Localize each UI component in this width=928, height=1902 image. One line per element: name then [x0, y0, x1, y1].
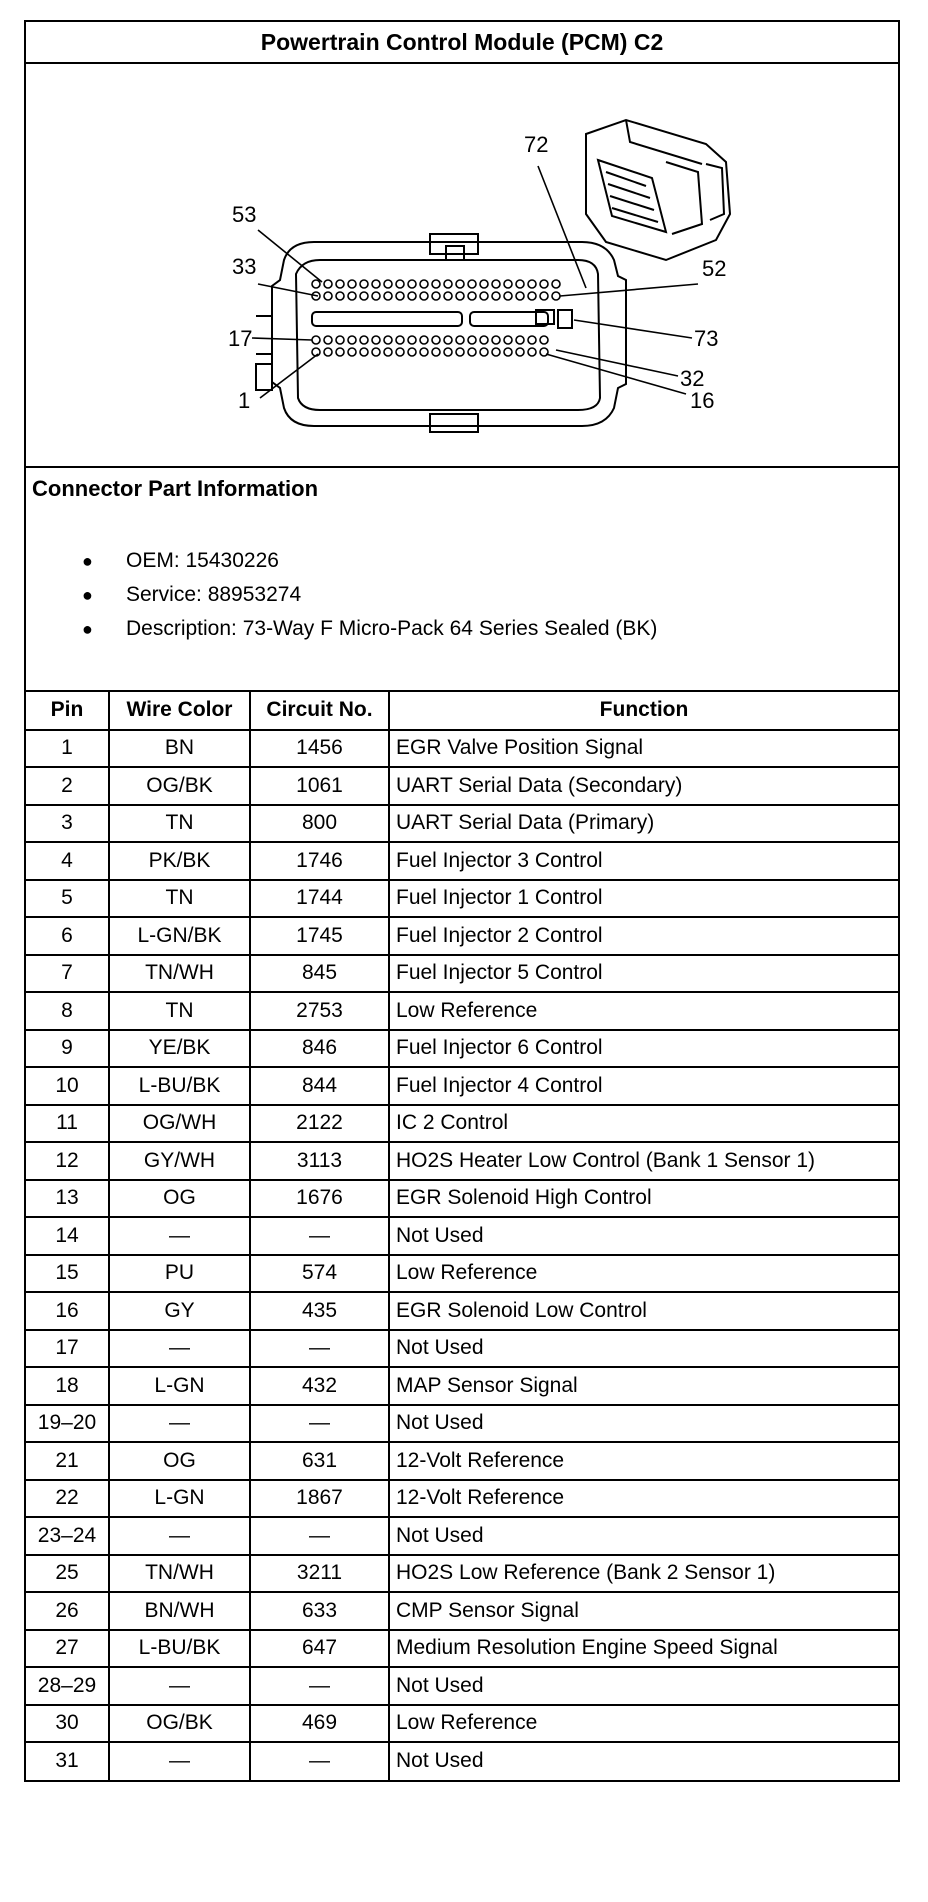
cell-wire-color: GY	[109, 1292, 250, 1330]
cell-function: HO2S Low Reference (Bank 2 Sensor 1)	[389, 1555, 898, 1593]
cell-circuit-no: 2122	[250, 1105, 389, 1143]
cell-wire-color: TN/WH	[109, 1555, 250, 1593]
cell-function: Not Used	[389, 1517, 898, 1555]
cell-function: UART Serial Data (Primary)	[389, 805, 898, 843]
cell-function: Fuel Injector 2 Control	[389, 917, 898, 955]
cell-circuit-no: 845	[250, 955, 389, 993]
cell-circuit-no: —	[250, 1667, 389, 1705]
header-function: Function	[389, 692, 898, 730]
cell-wire-color: —	[109, 1217, 250, 1255]
cell-circuit-no: 1456	[250, 730, 389, 768]
table-row	[26, 1330, 898, 1368]
cell-function: Fuel Injector 6 Control	[389, 1030, 898, 1068]
cell-circuit-no: —	[250, 1217, 389, 1255]
callout-1: 1	[238, 388, 251, 413]
cell-pin: 11	[26, 1105, 109, 1143]
part-info-oem	[26, 544, 657, 578]
table-row	[26, 1405, 898, 1443]
cell-pin: 31	[26, 1742, 109, 1780]
cell-wire-color: L-GN	[109, 1367, 250, 1405]
table-row	[26, 842, 898, 880]
cell-circuit-no: 1061	[250, 767, 389, 805]
cell-wire-color: OG/BK	[109, 767, 250, 805]
cell-pin: 19–20	[26, 1405, 109, 1443]
cell-function: Low Reference	[389, 1255, 898, 1293]
cell-function: Fuel Injector 5 Control	[389, 955, 898, 993]
callout-73: 73	[694, 326, 719, 351]
cell-pin: 5	[26, 880, 109, 918]
callout-53: 53	[232, 202, 257, 227]
cell-pin: 8	[26, 992, 109, 1030]
cell-pin: 21	[26, 1442, 109, 1480]
cell-pin: 23–24	[26, 1517, 109, 1555]
header-circuit-no: Circuit No.	[250, 692, 389, 730]
pin-table-body	[26, 730, 898, 1780]
table-row	[26, 992, 898, 1030]
part-info-heading: Connector Part Information	[32, 476, 319, 501]
connector-part-information	[26, 468, 898, 692]
cell-pin: 14	[26, 1217, 109, 1255]
cell-circuit-no: 432	[250, 1367, 389, 1405]
cell-pin: 30	[26, 1705, 109, 1743]
cell-circuit-no: 846	[250, 1030, 389, 1068]
table-row	[26, 1705, 898, 1743]
cell-pin: 25	[26, 1555, 109, 1593]
cell-pin: 17	[26, 1330, 109, 1368]
cell-circuit-no: 800	[250, 805, 389, 843]
cell-circuit-no: 469	[250, 1705, 389, 1743]
cell-function: CMP Sensor Signal	[389, 1592, 898, 1630]
cell-function: Low Reference	[389, 992, 898, 1030]
cell-wire-color: OG/WH	[109, 1105, 250, 1143]
part-info-description	[26, 612, 657, 646]
table-header-row	[26, 692, 898, 730]
cell-circuit-no: 1867	[250, 1480, 389, 1518]
table-row	[26, 1367, 898, 1405]
cell-function: HO2S Heater Low Control (Bank 1 Sensor 1)	[389, 1142, 898, 1180]
table-row	[26, 1180, 898, 1218]
pin-row-top	[312, 280, 560, 300]
cell-circuit-no: 631	[250, 1442, 389, 1480]
table-row	[26, 1480, 898, 1518]
cell-function: Not Used	[389, 1405, 898, 1443]
cell-function: UART Serial Data (Secondary)	[389, 767, 898, 805]
table-row	[26, 805, 898, 843]
cell-wire-color: PK/BK	[109, 842, 250, 880]
cell-function: EGR Valve Position Signal	[389, 730, 898, 768]
cell-wire-color: BN/WH	[109, 1592, 250, 1630]
table-row	[26, 1517, 898, 1555]
cell-pin: 1	[26, 730, 109, 768]
center-blades	[312, 310, 572, 328]
bullet-icon: ●	[82, 551, 93, 571]
part-info-text: Service: 88953274	[126, 583, 302, 606]
bullet-icon: ●	[82, 585, 93, 605]
cell-function: EGR Solenoid Low Control	[389, 1292, 898, 1330]
part-info-text: OEM: 15430226	[126, 549, 279, 572]
cell-function: Fuel Injector 4 Control	[389, 1067, 898, 1105]
part-info-service	[26, 578, 657, 612]
cell-wire-color: —	[109, 1742, 250, 1780]
table-row	[26, 1255, 898, 1293]
cell-pin: 9	[26, 1030, 109, 1068]
cell-circuit-no: 2753	[250, 992, 389, 1030]
cell-pin: 18	[26, 1367, 109, 1405]
cell-wire-color: —	[109, 1517, 250, 1555]
cell-pin: 6	[26, 917, 109, 955]
table-row	[26, 1067, 898, 1105]
cell-pin: 10	[26, 1067, 109, 1105]
callout-72: 72	[524, 132, 549, 157]
cell-wire-color: —	[109, 1405, 250, 1443]
cell-wire-color: —	[109, 1330, 250, 1368]
cell-pin: 3	[26, 805, 109, 843]
cell-circuit-no: 3113	[250, 1142, 389, 1180]
cell-wire-color: PU	[109, 1255, 250, 1293]
table-row	[26, 1142, 898, 1180]
cell-wire-color: OG/BK	[109, 1705, 250, 1743]
cell-wire-color: OG	[109, 1180, 250, 1218]
cell-function: Medium Resolution Engine Speed Signal	[389, 1630, 898, 1668]
table-row	[26, 955, 898, 993]
callout-16: 16	[690, 388, 715, 413]
cell-circuit-no: —	[250, 1742, 389, 1780]
callout-52: 52	[702, 256, 727, 281]
cell-wire-color: TN	[109, 992, 250, 1030]
cell-function: Not Used	[389, 1217, 898, 1255]
callout-32: 32	[680, 366, 705, 391]
callout-17: 17	[228, 326, 253, 351]
cell-circuit-no: —	[250, 1517, 389, 1555]
cell-pin: 22	[26, 1480, 109, 1518]
table-row	[26, 1555, 898, 1593]
cell-wire-color: L-GN	[109, 1480, 250, 1518]
cell-circuit-no: 844	[250, 1067, 389, 1105]
cell-function: 12-Volt Reference	[389, 1442, 898, 1480]
bullet-icon: ●	[82, 619, 93, 639]
cell-wire-color: OG	[109, 1442, 250, 1480]
connector-sheet	[24, 20, 900, 1782]
cell-pin: 4	[26, 842, 109, 880]
cell-pin: 15	[26, 1255, 109, 1293]
table-row	[26, 1217, 898, 1255]
table-row	[26, 1592, 898, 1630]
connector-diagram	[26, 64, 898, 468]
table-row	[26, 1105, 898, 1143]
cell-circuit-no: 435	[250, 1292, 389, 1330]
cell-function: Low Reference	[389, 1705, 898, 1743]
cell-circuit-no: 574	[250, 1255, 389, 1293]
cell-function: Fuel Injector 3 Control	[389, 842, 898, 880]
cell-function: 12-Volt Reference	[389, 1480, 898, 1518]
cell-pin: 2	[26, 767, 109, 805]
cell-pin: 26	[26, 1592, 109, 1630]
cell-wire-color: GY/WH	[109, 1142, 250, 1180]
part-info-text: Description: 73-Way F Micro-Pack 64 Series Sealed (BK)	[126, 617, 658, 640]
cell-function: IC 2 Control	[389, 1105, 898, 1143]
cell-circuit-no: 3211	[250, 1555, 389, 1593]
pin-table	[26, 692, 898, 1780]
cell-function: MAP Sensor Signal	[389, 1367, 898, 1405]
cell-wire-color: YE/BK	[109, 1030, 250, 1068]
cell-function: Not Used	[389, 1742, 898, 1780]
cell-circuit-no: —	[250, 1405, 389, 1443]
connector-body	[256, 234, 626, 432]
table-row	[26, 880, 898, 918]
table-row	[26, 1742, 898, 1780]
cell-function: Fuel Injector 1 Control	[389, 880, 898, 918]
cell-pin: 27	[26, 1630, 109, 1668]
callout-33: 33	[232, 254, 257, 279]
cell-wire-color: L-BU/BK	[109, 1067, 250, 1105]
header-pin: Pin	[26, 692, 109, 730]
cell-wire-color: TN	[109, 880, 250, 918]
cell-wire-color: L-GN/BK	[109, 917, 250, 955]
table-row	[26, 767, 898, 805]
cell-function: EGR Solenoid High Control	[389, 1180, 898, 1218]
cell-circuit-no: 1745	[250, 917, 389, 955]
cell-circuit-no: 1676	[250, 1180, 389, 1218]
cell-wire-color: TN	[109, 805, 250, 843]
cell-wire-color: TN/WH	[109, 955, 250, 993]
table-row	[26, 1630, 898, 1668]
cell-function: Not Used	[389, 1330, 898, 1368]
page-title: Powertrain Control Module (PCM) C2	[26, 22, 898, 64]
table-row	[26, 1667, 898, 1705]
table-row	[26, 1292, 898, 1330]
cell-pin: 28–29	[26, 1667, 109, 1705]
cell-wire-color: BN	[109, 730, 250, 768]
part-info-list	[26, 544, 657, 646]
table-row	[26, 1442, 898, 1480]
cell-circuit-no: —	[250, 1330, 389, 1368]
cell-circuit-no: 633	[250, 1592, 389, 1630]
pin-row-bottom	[312, 336, 548, 356]
cell-wire-color: L-BU/BK	[109, 1630, 250, 1668]
cell-pin: 16	[26, 1292, 109, 1330]
table-row	[26, 1030, 898, 1068]
cell-circuit-no: 647	[250, 1630, 389, 1668]
cell-circuit-no: 1744	[250, 880, 389, 918]
connector-inset	[586, 120, 730, 260]
cell-wire-color: —	[109, 1667, 250, 1705]
connector-illustration	[26, 64, 898, 466]
header-wire-color: Wire Color	[109, 692, 250, 730]
cell-function: Not Used	[389, 1667, 898, 1705]
table-row	[26, 917, 898, 955]
table-row	[26, 730, 898, 768]
cell-circuit-no: 1746	[250, 842, 389, 880]
cell-pin: 7	[26, 955, 109, 993]
cell-pin: 12	[26, 1142, 109, 1180]
cell-pin: 13	[26, 1180, 109, 1218]
